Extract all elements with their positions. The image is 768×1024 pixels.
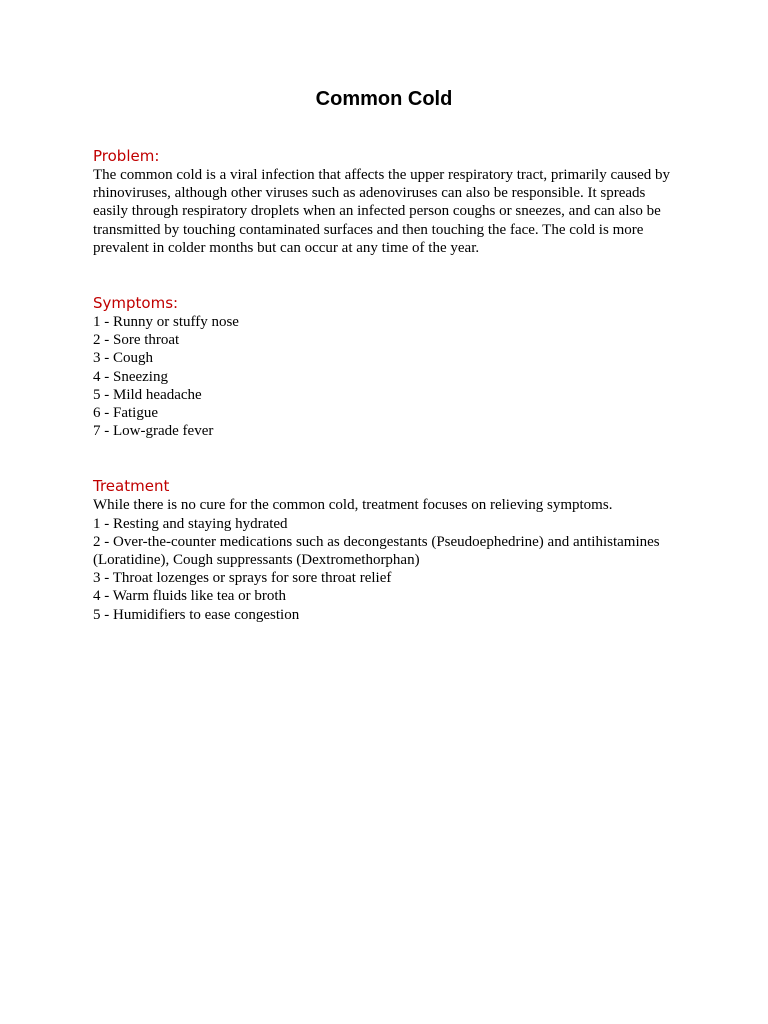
document-body xyxy=(93,146,678,624)
treatment-item: 5 - Humidifiers to ease congestion xyxy=(93,606,300,623)
treatment-intro: While there is no cure for the common cold, treatment focuses on relieving symptoms. xyxy=(93,497,613,514)
symptoms-heading: Symptoms: xyxy=(93,294,179,313)
problem-section xyxy=(93,146,678,257)
problem-text: The common cold is a viral infection that affects the upper respiratory tract, primarily caused by rhinoviruses, although other viruses such as adenoviruses can also be responsible. It spreads easily through respiratory droplets when an infected person coughs or sneezes, and can also be transmitted by touching contaminated surfaces and then touching the face. The cold is more prevalent in colder months but can occur at any time of the year. xyxy=(93,167,671,256)
symptom-item: 2 - Sore throat xyxy=(93,332,180,349)
treatment-item: 3 - Throat lozenges or sprays for sore throat relief xyxy=(93,570,392,587)
symptom-item: 3 - Cough xyxy=(93,350,153,367)
treatment-item: 1 - Resting and staying hydrated xyxy=(93,515,288,532)
symptom-item: 6 - Fatigue xyxy=(93,405,158,422)
symptom-item: 4 - Sneezing xyxy=(93,368,168,385)
treatment-heading: Treatment xyxy=(93,477,170,496)
symptom-item: 7 - Low-grade fever xyxy=(93,423,214,440)
treatment-section xyxy=(93,476,678,623)
treatment-item: 2 - Over-the-counter medications such as decongestants (Pseudoephedrine) and antihistamines (Loratidine), Cough suppressants (Dextromethorphan) xyxy=(93,533,660,569)
symptom-item: 5 - Mild headache xyxy=(93,386,202,403)
document-title: Common Cold xyxy=(315,88,453,110)
problem-heading: Problem: xyxy=(93,147,160,165)
treatment-item: 4 - Warm fluids like tea or broth xyxy=(93,588,287,605)
symptoms-section xyxy=(93,293,678,440)
symptom-item: 1 - Runny or stuffy nose xyxy=(93,314,239,331)
